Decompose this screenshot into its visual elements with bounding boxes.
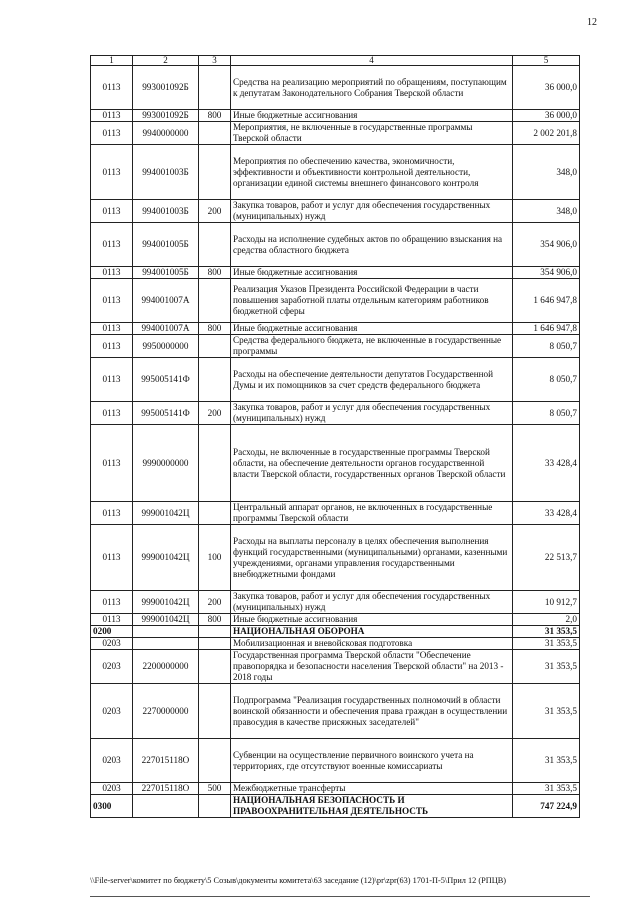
expense-type-cell xyxy=(199,122,231,145)
target-article-cell: 999001042Ц xyxy=(133,525,199,591)
target-article-cell: 994001005Б xyxy=(133,267,199,279)
item-name-cell: Мероприятия, не включенные в государственные программы Тверской области xyxy=(231,122,513,145)
section-code-cell: 0113 xyxy=(91,267,133,279)
section-code-cell: 0113 xyxy=(91,279,133,323)
amount-cell: 31 353,5 xyxy=(513,650,580,684)
target-article-cell: 9950000000 xyxy=(133,335,199,358)
item-name-cell: Государственная программа Тверской области "Обеспечение правопорядка и безопасности населения Тверской области" на 2013 - 2018 годы xyxy=(231,650,513,684)
section-code-cell: 0113 xyxy=(91,358,133,402)
section-code-cell: 0113 xyxy=(91,502,133,525)
expense-type-cell: 200 xyxy=(199,591,231,614)
footer-file-path: \\File-server\комитет по бюджету\5 Созыв\документы комитета\63 заседание (12)\pr\zpr(63) 1701-П-5\Прил 12 (РПЦВ) xyxy=(90,876,507,885)
expense-type-cell: 800 xyxy=(199,110,231,122)
amount-cell: 10 912,7 xyxy=(513,591,580,614)
expense-type-cell xyxy=(199,145,231,200)
expense-type-cell xyxy=(199,66,231,110)
item-name-cell: Подпрограмма "Реализация государственных полномочий в области воинской обязанности и обеспечения права граждан в осуществлении правосудия в качестве присяжных заседателей" xyxy=(231,684,513,739)
item-name-cell: Субвенции на осуществление первичного воинского учета на территориях, где отсутствуют военные комиссариаты xyxy=(231,739,513,783)
amount-cell: 22 513,7 xyxy=(513,525,580,591)
amount-cell: 747 224,9 xyxy=(513,795,580,818)
table-row xyxy=(91,425,580,502)
section-code-cell: 0113 xyxy=(91,614,133,626)
item-name-cell: Межбюджетные трансферты xyxy=(231,783,513,795)
table-row xyxy=(91,200,580,223)
target-article-cell xyxy=(133,626,199,638)
section-code-cell: 0113 xyxy=(91,223,133,267)
target-article-cell xyxy=(133,795,199,818)
table-row xyxy=(91,591,580,614)
table-row xyxy=(91,638,580,650)
expense-type-cell xyxy=(199,650,231,684)
section-code-cell: 0113 xyxy=(91,110,133,122)
amount-cell: 8 050,7 xyxy=(513,402,580,425)
expense-type-cell xyxy=(199,279,231,323)
target-article-cell: 993001092Б xyxy=(133,110,199,122)
target-article-cell: 994001005Б xyxy=(133,223,199,267)
target-article-cell: 227015118О xyxy=(133,783,199,795)
item-name-cell: Закупка товаров, работ и услуг для обеспечения государственных (муниципальных) нужд xyxy=(231,591,513,614)
target-article-cell: 2270000000 xyxy=(133,684,199,739)
amount-cell: 31 353,5 xyxy=(513,638,580,650)
section-code-cell: 0113 xyxy=(91,323,133,335)
table-row xyxy=(91,145,580,200)
item-name-cell: Иные бюджетные ассигнования xyxy=(231,267,513,279)
table-row xyxy=(91,122,580,145)
expense-type-cell xyxy=(199,626,231,638)
column-header: 2 xyxy=(133,56,199,66)
amount-cell: 31 353,5 xyxy=(513,739,580,783)
target-article-cell: 994001003Б xyxy=(133,200,199,223)
amount-cell: 1 646 947,8 xyxy=(513,279,580,323)
table-row xyxy=(91,267,580,279)
table-row xyxy=(91,323,580,335)
expense-type-cell: 200 xyxy=(199,200,231,223)
expense-type-cell xyxy=(199,638,231,650)
section-code-cell: 0200 xyxy=(91,626,133,638)
section-code-cell: 0203 xyxy=(91,638,133,650)
target-article-cell: 993001092Б xyxy=(133,66,199,110)
table-row xyxy=(91,223,580,267)
amount-cell: 8 050,7 xyxy=(513,358,580,402)
amount-cell: 31 353,5 xyxy=(513,684,580,739)
section-code-cell: 0203 xyxy=(91,739,133,783)
expense-type-cell xyxy=(199,684,231,739)
item-name-cell: Расходы на обеспечение деятельности депутатов Государственной Думы и их помощников за счет средств федерального бюджета xyxy=(231,358,513,402)
expense-type-cell: 800 xyxy=(199,614,231,626)
item-name-cell: Средства на реализацию мероприятий по обращениям, поступающим к депутатам Законодательного Собрания Тверской области xyxy=(231,66,513,110)
section-code-cell: 0300 xyxy=(91,795,133,818)
section-code-cell: 0113 xyxy=(91,591,133,614)
item-name-cell: Средства федерального бюджета, не включенные в государственные программы xyxy=(231,335,513,358)
table-row xyxy=(91,335,580,358)
table-row xyxy=(91,502,580,525)
expense-type-cell xyxy=(199,223,231,267)
expense-type-cell: 800 xyxy=(199,267,231,279)
page-number: 12 xyxy=(587,17,597,28)
amount-cell: 348,0 xyxy=(513,145,580,200)
section-code-cell: 0113 xyxy=(91,66,133,110)
column-header: 4 xyxy=(231,56,513,66)
amount-cell: 2 002 201,8 xyxy=(513,122,580,145)
page-bottom-rule xyxy=(90,896,590,897)
expense-type-cell xyxy=(199,358,231,402)
table-row xyxy=(91,358,580,402)
table-row xyxy=(91,402,580,425)
section-code-cell: 0203 xyxy=(91,650,133,684)
section-code-cell: 0113 xyxy=(91,525,133,591)
section-code-cell: 0113 xyxy=(91,122,133,145)
section-code-cell: 0113 xyxy=(91,402,133,425)
target-article-cell: 2200000000 xyxy=(133,650,199,684)
expense-type-cell xyxy=(199,502,231,525)
table-header-row xyxy=(91,56,580,66)
amount-cell: 33 428,4 xyxy=(513,425,580,502)
section-code-cell: 0203 xyxy=(91,783,133,795)
target-article-cell: 9940000000 xyxy=(133,122,199,145)
target-article-cell: 994001003Б xyxy=(133,145,199,200)
section-code-cell: 0113 xyxy=(91,425,133,502)
item-name-cell: Расходы на исполнение судебных актов по обращению взыскания на средства областного бюджета xyxy=(231,223,513,267)
column-header: 3 xyxy=(199,56,231,66)
table-row xyxy=(91,650,580,684)
amount-cell: 1 646 947,8 xyxy=(513,323,580,335)
item-name-cell: Иные бюджетные ассигнования xyxy=(231,323,513,335)
section-code-cell: 0113 xyxy=(91,200,133,223)
expense-type-cell: 200 xyxy=(199,402,231,425)
target-article-cell: 994001007А xyxy=(133,323,199,335)
table-row xyxy=(91,684,580,739)
item-name-cell: Расходы, не включенные в государственные программы Тверской области, на обеспечение деятельности органов государственной власти Тверской области, государственных органов Тверской области xyxy=(231,425,513,502)
target-article-cell: 999001042Ц xyxy=(133,614,199,626)
amount-cell: 8 050,7 xyxy=(513,335,580,358)
table-row xyxy=(91,110,580,122)
target-article-cell: 9990000000 xyxy=(133,425,199,502)
amount-cell: 31 353,5 xyxy=(513,783,580,795)
item-name-cell: НАЦИОНАЛЬНАЯ БЕЗОПАСНОСТЬ И ПРАВООХРАНИТЕЛЬНАЯ ДЕЯТЕЛЬНОСТЬ xyxy=(231,795,513,818)
item-name-cell: Расходы на выплаты персоналу в целях обеспечения выполнения функций государственными (муниципальными) органами, казенными учреждениями, органами управления государственными внебюджетными фондами xyxy=(231,525,513,591)
table-row xyxy=(91,739,580,783)
amount-cell: 354 906,0 xyxy=(513,267,580,279)
item-name-cell: Закупка товаров, работ и услуг для обеспечения государственных (муниципальных) нужд xyxy=(231,402,513,425)
section-code-cell: 0203 xyxy=(91,684,133,739)
table-row xyxy=(91,795,580,818)
table-row xyxy=(91,279,580,323)
item-name-cell: Иные бюджетные ассигнования xyxy=(231,614,513,626)
column-header: 5 xyxy=(513,56,580,66)
expense-type-cell xyxy=(199,739,231,783)
item-name-cell: Реализация Указов Президента Российской Федерации в части повышения заработной платы отдельным категориям работников бюджетной сферы xyxy=(231,279,513,323)
target-article-cell: 999001042Ц xyxy=(133,591,199,614)
item-name-cell: Мобилизационная и вневойсковая подготовка xyxy=(231,638,513,650)
expense-type-cell xyxy=(199,425,231,502)
table-row xyxy=(91,66,580,110)
table-row xyxy=(91,614,580,626)
table-row xyxy=(91,525,580,591)
amount-cell: 2,0 xyxy=(513,614,580,626)
amount-cell: 348,0 xyxy=(513,200,580,223)
expense-type-cell: 100 xyxy=(199,525,231,591)
item-name-cell: Закупка товаров, работ и услуг для обеспечения государственных (муниципальных) нужд xyxy=(231,200,513,223)
amount-cell: 36 000,0 xyxy=(513,110,580,122)
expense-type-cell: 800 xyxy=(199,323,231,335)
target-article-cell: 995005141Ф xyxy=(133,358,199,402)
expense-type-cell xyxy=(199,795,231,818)
item-name-cell: Мероприятия по обеспечению качества, экономичности, эффективности и объективности контрольной деятельности, организации единой системы внешнего финансового контроля xyxy=(231,145,513,200)
item-name-cell: Центральный аппарат органов, не включенных в государственные программы Тверской области xyxy=(231,502,513,525)
target-article-cell: 999001042Ц xyxy=(133,502,199,525)
table-row xyxy=(91,626,580,638)
amount-cell: 354 906,0 xyxy=(513,223,580,267)
section-code-cell: 0113 xyxy=(91,335,133,358)
target-article-cell: 995005141Ф xyxy=(133,402,199,425)
amount-cell: 31 353,5 xyxy=(513,626,580,638)
item-name-cell: Иные бюджетные ассигнования xyxy=(231,110,513,122)
expense-type-cell: 500 xyxy=(199,783,231,795)
expense-type-cell xyxy=(199,335,231,358)
table-row xyxy=(91,783,580,795)
column-header: 1 xyxy=(91,56,133,66)
amount-cell: 36 000,0 xyxy=(513,66,580,110)
amount-cell: 33 428,4 xyxy=(513,502,580,525)
target-article-cell xyxy=(133,638,199,650)
budget-table xyxy=(90,55,580,818)
target-article-cell: 227015118О xyxy=(133,739,199,783)
item-name-cell: НАЦИОНАЛЬНАЯ ОБОРОНА xyxy=(231,626,513,638)
section-code-cell: 0113 xyxy=(91,145,133,200)
target-article-cell: 994001007А xyxy=(133,279,199,323)
